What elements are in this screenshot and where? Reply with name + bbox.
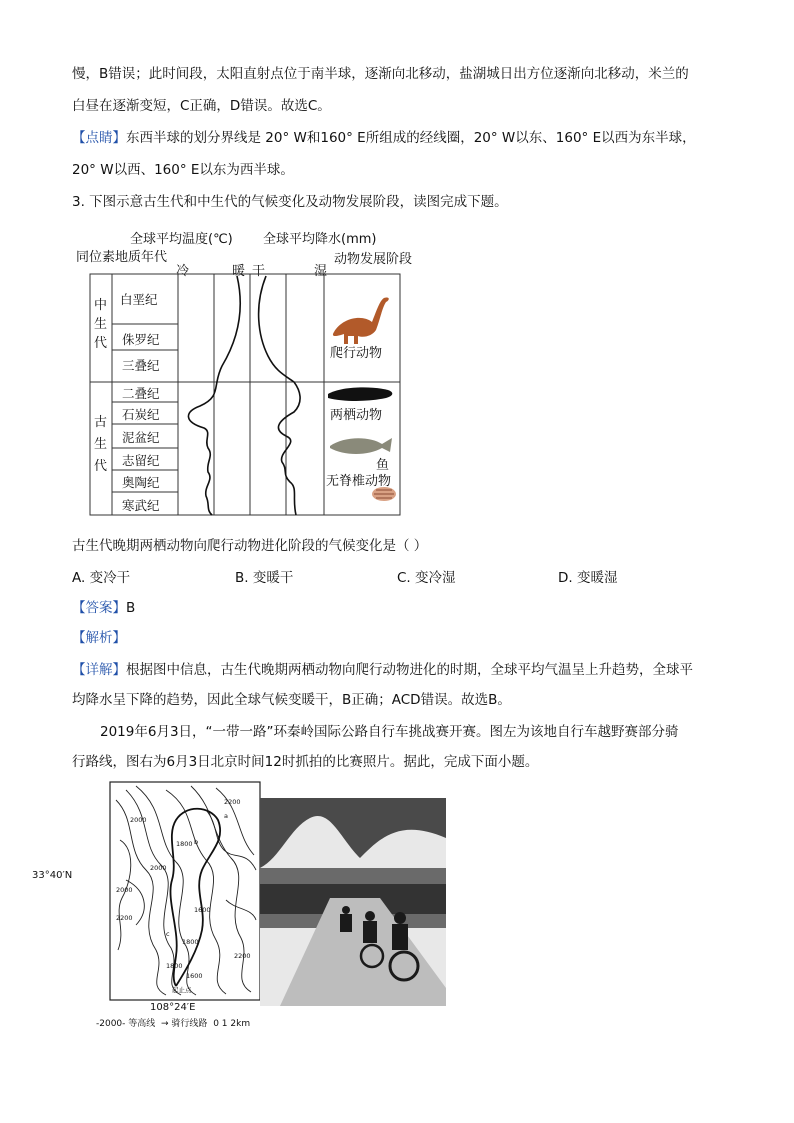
- detail-line-2: 均降水呈下降的趋势，因此全球气候变暖干，B正确；ACD错误。故选B。: [72, 692, 511, 708]
- latitude-label: 33°40′N: [32, 870, 73, 881]
- question-3-title: 3. 下图示意古生代和中生代的气候变化及动物发展阶段，读图完成下题。: [72, 194, 508, 210]
- warm-label: 暖: [232, 264, 246, 279]
- contour-label: 1800: [182, 938, 199, 946]
- legend-contour: -2000- 等高线: [96, 1019, 156, 1029]
- period-cretaceous: 白垩纪: [120, 292, 158, 307]
- option-d: D. 变暖湿: [558, 570, 618, 586]
- legend-route: 骑行线路: [171, 1019, 208, 1029]
- period-ordovician: 奥陶纪: [122, 475, 160, 490]
- trilobite-icon: [372, 487, 396, 501]
- period-silurian: 志留纪: [122, 453, 160, 468]
- contour-label: 1800: [166, 962, 183, 970]
- precipitation-curve: [259, 276, 300, 515]
- text-line-4: 20° W以西、160° E以东为西半球。: [72, 162, 294, 178]
- period-cambrian: 寒武纪: [122, 498, 160, 513]
- contour-label: 1600: [186, 972, 203, 980]
- point-a: a: [224, 812, 228, 820]
- answer-value: B: [126, 600, 136, 616]
- scale-bar: 0 1 2km: [213, 1019, 251, 1029]
- cold-label: 冷: [176, 264, 190, 279]
- period-devonian: 泥盆纪: [122, 430, 160, 445]
- precip-axis-title: 全球平均降水(mm): [263, 232, 377, 247]
- point-b: b: [194, 838, 199, 846]
- era-paleozoic: 古 生 代: [94, 415, 108, 474]
- analysis-tag: 【解析】: [72, 630, 126, 646]
- route-arrow-icon: →: [158, 1019, 169, 1029]
- tip-text: 东西半球的划分界线是 20° W和160° E所组成的经线圈，20° W以东、160° E以西为东半球，: [126, 130, 696, 146]
- contour-label: 1800: [176, 840, 193, 848]
- intro-line-2: 行路线，图右为6月3日北京时间12时抓拍的比赛照片。据此，完成下面小题。: [72, 754, 539, 770]
- contour-label: 1600: [194, 906, 211, 914]
- fish-label: 鱼: [376, 458, 390, 473]
- period-triassic: 三叠纪: [122, 358, 160, 373]
- period-permian: 二叠纪: [122, 386, 160, 401]
- tip-tag: 【点睛】: [72, 130, 126, 146]
- text-line-2: 白昼在逐渐变短，C正确，D错误。故选C。: [72, 98, 331, 114]
- answer-line: [72, 598, 135, 618]
- intro-line-1: 2019年6月3日，“一带一路”环秦岭国际公路自行车挑战赛开赛。图左为该地自行车越野赛部分骑: [100, 724, 679, 740]
- option-c: C. 变冷湿: [397, 570, 456, 586]
- era-column-title: 同位素地质年代: [76, 250, 168, 265]
- period-carboniferous: 石炭纪: [122, 407, 160, 422]
- contour-label: 2000: [116, 886, 133, 894]
- longitude-label: 108°24′E: [150, 1002, 196, 1013]
- temp-axis-title: 全球平均温度(℃): [130, 232, 233, 247]
- reptile-label: 爬行动物: [330, 346, 383, 361]
- answer-tag: 【答案】: [72, 600, 126, 616]
- race-photo: [260, 798, 446, 1006]
- wet-label: 湿: [314, 264, 328, 279]
- contour-label: 2000: [150, 864, 167, 872]
- fish-icon: [330, 438, 392, 454]
- amphibian-label: 两栖动物: [330, 408, 383, 423]
- period-jurassic: 侏罗纪: [122, 332, 160, 347]
- topo-map-and-photo: [32, 780, 456, 1030]
- question-text: 古生代晚期两栖动物向爬行动物进化阶段的气候变化是（ ）: [72, 538, 428, 554]
- contour-label: 2200: [116, 914, 133, 922]
- era-mesozoic: 中 生 代: [94, 298, 108, 351]
- amphibian-icon: [328, 387, 392, 401]
- detail-tag: 【详解】: [72, 662, 126, 678]
- map-legend: [96, 1016, 250, 1029]
- start-end-label: 起止点: [172, 986, 192, 994]
- option-a: A. 变冷干: [72, 570, 131, 586]
- invertebrate-label: 无脊椎动物: [326, 474, 392, 489]
- dry-label: 干: [252, 264, 266, 279]
- detail-line-1: [72, 660, 693, 680]
- dinosaur-icon: [333, 297, 389, 344]
- option-b: B. 变暖干: [235, 570, 294, 586]
- detail-text-1: 根据图中信息，古生代晚期两栖动物向爬行动物进化的时期，全球平均气温呈上升趋势，全球平: [126, 662, 693, 678]
- climate-animal-chart: [72, 226, 432, 518]
- point-c: c: [166, 930, 170, 938]
- text-line-1: 慢，B错误；此时间段，太阳直射点位于南半球，逐渐向北移动，盐湖城日出方位逐渐向北移动，米兰的: [72, 66, 689, 82]
- contour-label: 2000: [130, 816, 147, 824]
- animal-column-title: 动物发展阶段: [334, 252, 413, 267]
- contour-label: 2200: [224, 798, 241, 806]
- text-line-3: [72, 128, 696, 148]
- contour-label: 2200: [234, 952, 251, 960]
